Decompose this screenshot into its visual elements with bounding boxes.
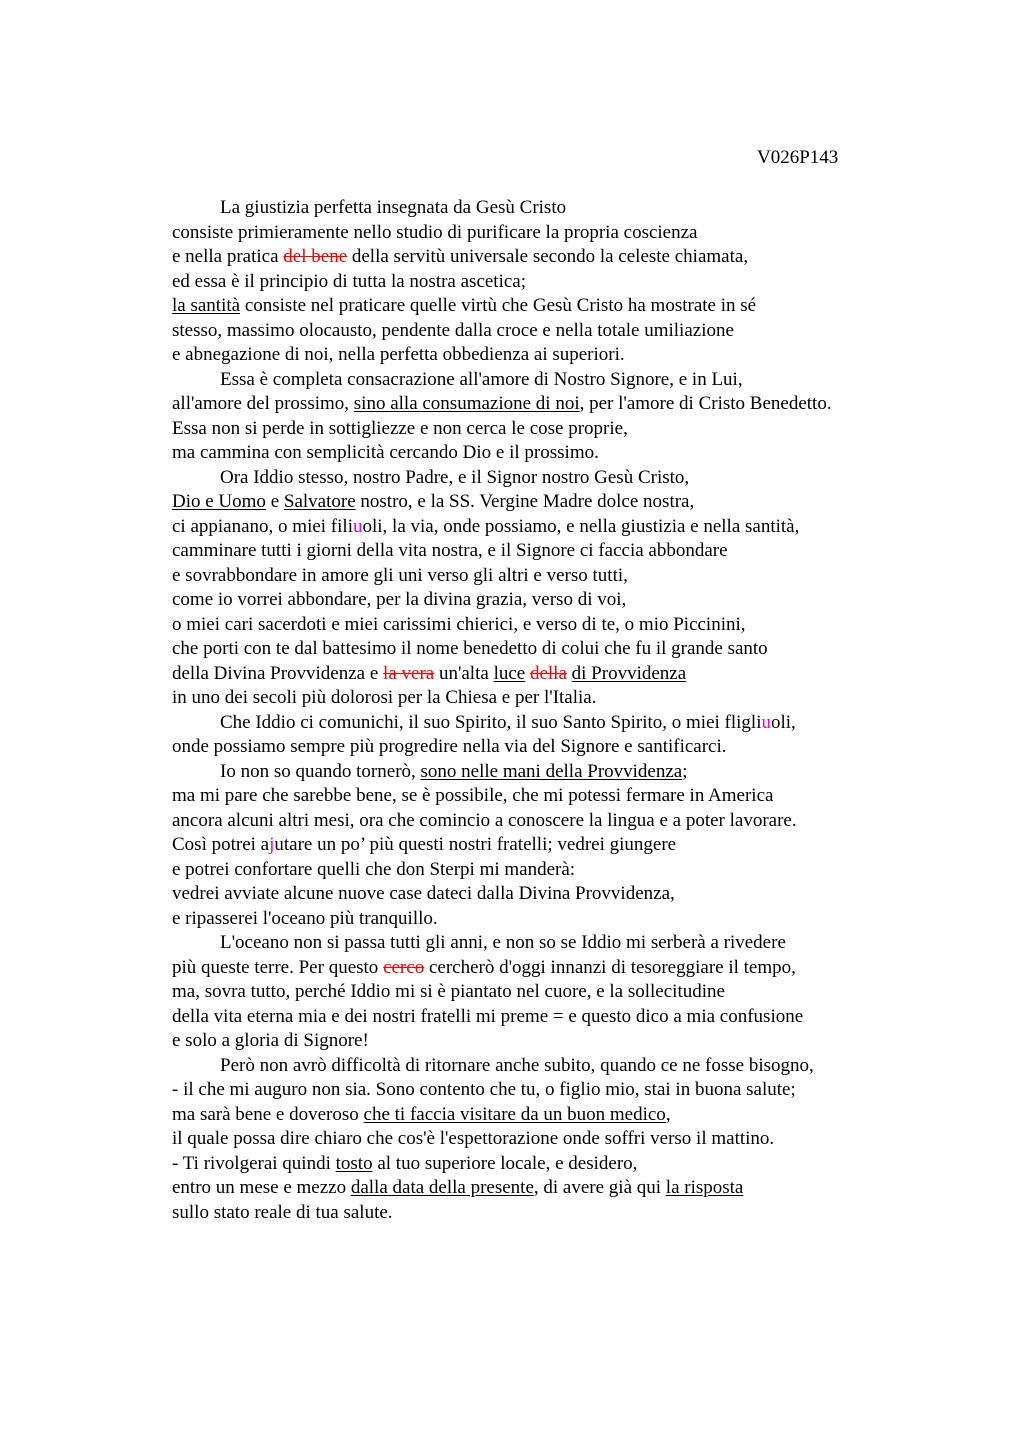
text-line xyxy=(172,564,832,589)
text-segment: Che Iddio ci comunichi, il suo Spirito, il suo Santo Spirito, o miei fligli xyxy=(220,711,762,733)
text-segment: ci appianano, o miei fili xyxy=(172,515,353,537)
text-segment: Così potrei a xyxy=(172,834,270,855)
text-line xyxy=(172,270,832,295)
struck-text: della xyxy=(529,662,567,684)
text-segment: e xyxy=(265,491,284,512)
text-line xyxy=(172,711,832,736)
text-segment: oli, la via, onde possiamo, e nella giustizia e nella santità, xyxy=(362,515,800,537)
inserted-letter: u xyxy=(352,515,363,537)
text-segment: cercherò d'oggi innanzi di tesoreggiare il tempo, xyxy=(424,956,796,978)
underlined-text: di Provvidenza xyxy=(571,662,687,684)
text-line xyxy=(172,1103,832,1128)
text-line xyxy=(172,343,832,368)
text-line xyxy=(172,1005,832,1030)
text-line xyxy=(172,1201,832,1226)
text-segment: e ripasserei l'oceano più tranquillo. xyxy=(172,907,438,929)
text-segment: sullo stato reale di tua salute. xyxy=(172,1201,393,1223)
inserted-letter: u xyxy=(761,711,771,733)
text-segment: entro un mese e mezzo xyxy=(172,1177,351,1198)
text-segment: ancora alcuni altri mesi, ora che comincio a conoscere la lingua e a poter lavorare. xyxy=(172,809,797,831)
struck-text: del bene xyxy=(283,246,348,267)
text-segment: e nella pratica xyxy=(172,246,284,267)
text-line xyxy=(172,1078,832,1103)
text-segment: ; xyxy=(682,760,688,782)
text-segment: e solo a gloria di Signore! xyxy=(172,1030,369,1051)
text-segment: all'amore del prossimo, xyxy=(172,393,354,414)
text-line xyxy=(172,539,832,564)
text-segment: Però non avrò difficoltà di ritornare anche subito, quando ce ne fosse bisogno, xyxy=(220,1054,814,1076)
text-segment: della vita eterna mia e dei nostri fratelli mi preme = e questo dico a mia confusione xyxy=(172,1005,804,1027)
text-segment: e sovrabbondare in amore gli uni verso gli altri e verso tutti, xyxy=(172,564,628,586)
text-line xyxy=(172,980,832,1005)
text-line xyxy=(172,1054,832,1079)
text-line xyxy=(172,1029,832,1054)
text-segment: ma cammina con semplicità cercando Dio e il prossimo. xyxy=(172,442,599,463)
text-segment: onde possiamo sempre più progredire nella via del Signore e santificarci. xyxy=(172,736,727,757)
text-line xyxy=(172,441,832,466)
text-line xyxy=(172,882,832,907)
text-segment: utare un po’ più questi nostri fratelli; vedrei giungere xyxy=(274,834,677,855)
text-line xyxy=(172,466,832,491)
text-segment: e potrei confortare quelli che don Sterpi mi manderà: xyxy=(172,858,576,880)
struck-text: la vera xyxy=(383,662,435,684)
text-segment: vedrei avviate alcune nuove case dateci dalla Divina Provvidenza, xyxy=(172,883,675,904)
underlined-text: sino alla consumazione di noi xyxy=(353,393,580,414)
text-line xyxy=(172,809,832,834)
text-segment: ed essa è il principio di tutta la nostra ascetica; xyxy=(172,270,527,292)
text-segment: più queste terre. Per questo xyxy=(172,956,384,978)
text-line xyxy=(172,196,832,221)
text-line xyxy=(172,760,832,785)
inserted-letter: j xyxy=(269,834,275,855)
text-line xyxy=(172,1152,832,1177)
text-line xyxy=(172,662,832,687)
text-line xyxy=(172,931,832,956)
text-segment: Io non so quando tornerò, xyxy=(220,760,421,782)
text-segment: , xyxy=(665,1103,671,1125)
text-segment: ma mi pare che sarebbe bene, se è possibile, che mi potessi fermare in America xyxy=(172,785,774,806)
text-line xyxy=(172,245,832,270)
text-segment: Essa non si perde in sottigliezze e non cerca le cose proprie, xyxy=(172,417,628,439)
text-line xyxy=(172,833,832,858)
underlined-text: sono nelle mani della Provvidenza xyxy=(420,760,683,782)
text-segment: La giustizia perfetta insegnata da Gesù Cristo xyxy=(220,197,567,218)
text-segment: in uno dei secoli più dolorosi per la Chiesa e per l'Italia. xyxy=(172,687,597,708)
text-line xyxy=(172,956,832,981)
letter-body xyxy=(172,196,832,1225)
document-code: V026P143 xyxy=(757,147,839,168)
underlined-text: la risposta xyxy=(665,1177,744,1198)
text-line xyxy=(172,613,832,638)
text-segment: come io vorrei abbondare, per la divina grazia, verso di voi, xyxy=(172,589,627,610)
text-line xyxy=(172,221,832,246)
text-line xyxy=(172,637,832,662)
text-segment: L'oceano non si passa tutti gli anni, e non so se Iddio mi serberà a rivedere xyxy=(220,932,786,953)
text-segment: Essa è completa consacrazione all'amore di Nostro Signore, e in Lui, xyxy=(220,368,743,390)
text-line xyxy=(172,417,832,442)
text-line xyxy=(172,1127,832,1152)
text-segment: ma sarà bene e doveroso xyxy=(172,1103,364,1125)
underlined-text: dalla data della presente xyxy=(350,1177,534,1198)
text-segment: che porti con te dal battesimo il nome benedetto di colui che fu il grande santo xyxy=(172,638,768,659)
text-line xyxy=(172,515,832,540)
text-segment: il quale possa dire chiaro che cos'è l'espettorazione onde soffri verso il mattino. xyxy=(172,1128,775,1149)
text-segment: della Divina Provvidenza e xyxy=(172,662,384,684)
text-segment: ma, sovra tutto, perché Iddio mi si è piantato nel cuore, e la sollecitudine xyxy=(172,981,725,1002)
text-line xyxy=(172,319,832,344)
underlined-text: la santità xyxy=(172,295,241,316)
text-line xyxy=(172,588,832,613)
text-segment: stesso, massimo olocausto, pendente dalla croce e nella totale umiliazione xyxy=(172,319,734,341)
text-segment: consiste primieramente nello studio di purificare la propria coscienza xyxy=(172,221,698,243)
text-line xyxy=(172,686,832,711)
underlined-text: luce xyxy=(493,662,526,684)
text-line xyxy=(172,294,832,319)
text-segment: oli, xyxy=(770,711,796,733)
text-segment: - il che mi auguro non sia. Sono contento che tu, o figlio mio, stai in buona salute; xyxy=(172,1079,796,1100)
text-segment: consiste nel praticare quelle virtù che Gesù Cristo ha mostrate in sé xyxy=(240,295,757,316)
text-line xyxy=(172,490,832,515)
text-segment: - Ti rivolgerai quindi xyxy=(172,1152,336,1174)
underlined-text: Salvatore xyxy=(283,491,356,512)
underlined-text: che ti faccia visitare da un buon medico xyxy=(363,1103,666,1125)
underlined-text: Dio e Uomo xyxy=(172,491,266,512)
text-segment: al tuo superiore locale, e desidero, xyxy=(372,1152,638,1174)
struck-text: cerco xyxy=(383,956,425,978)
underlined-text: tosto xyxy=(335,1152,373,1174)
text-line xyxy=(172,392,832,417)
text-segment: camminare tutti i giorni della vita nostra, e il Signore ci faccia abbondare xyxy=(172,540,728,561)
text-segment: un'alta xyxy=(434,662,494,684)
text-segment: della servitù universale secondo la celeste chiamata, xyxy=(347,246,749,267)
text-line xyxy=(172,907,832,932)
text-line xyxy=(172,735,832,760)
text-segment: e abnegazione di noi, nella perfetta obbedienza ai superiori. xyxy=(172,344,625,365)
text-segment: , per l'amore di Cristo Benedetto. xyxy=(579,393,832,414)
text-line xyxy=(172,784,832,809)
text-segment: Ora Iddio stesso, nostro Padre, e il Signor nostro Gesù Cristo, xyxy=(220,466,690,488)
text-line xyxy=(172,368,832,393)
text-segment: , di avere già qui xyxy=(533,1177,666,1198)
text-segment: o miei cari sacerdoti e miei carissimi chierici, e verso di te, o mio Piccinini, xyxy=(172,613,746,635)
text-line xyxy=(172,858,832,883)
text-segment: nostro, e la SS. Vergine Madre dolce nostra, xyxy=(355,491,695,512)
text-line xyxy=(172,1176,832,1201)
